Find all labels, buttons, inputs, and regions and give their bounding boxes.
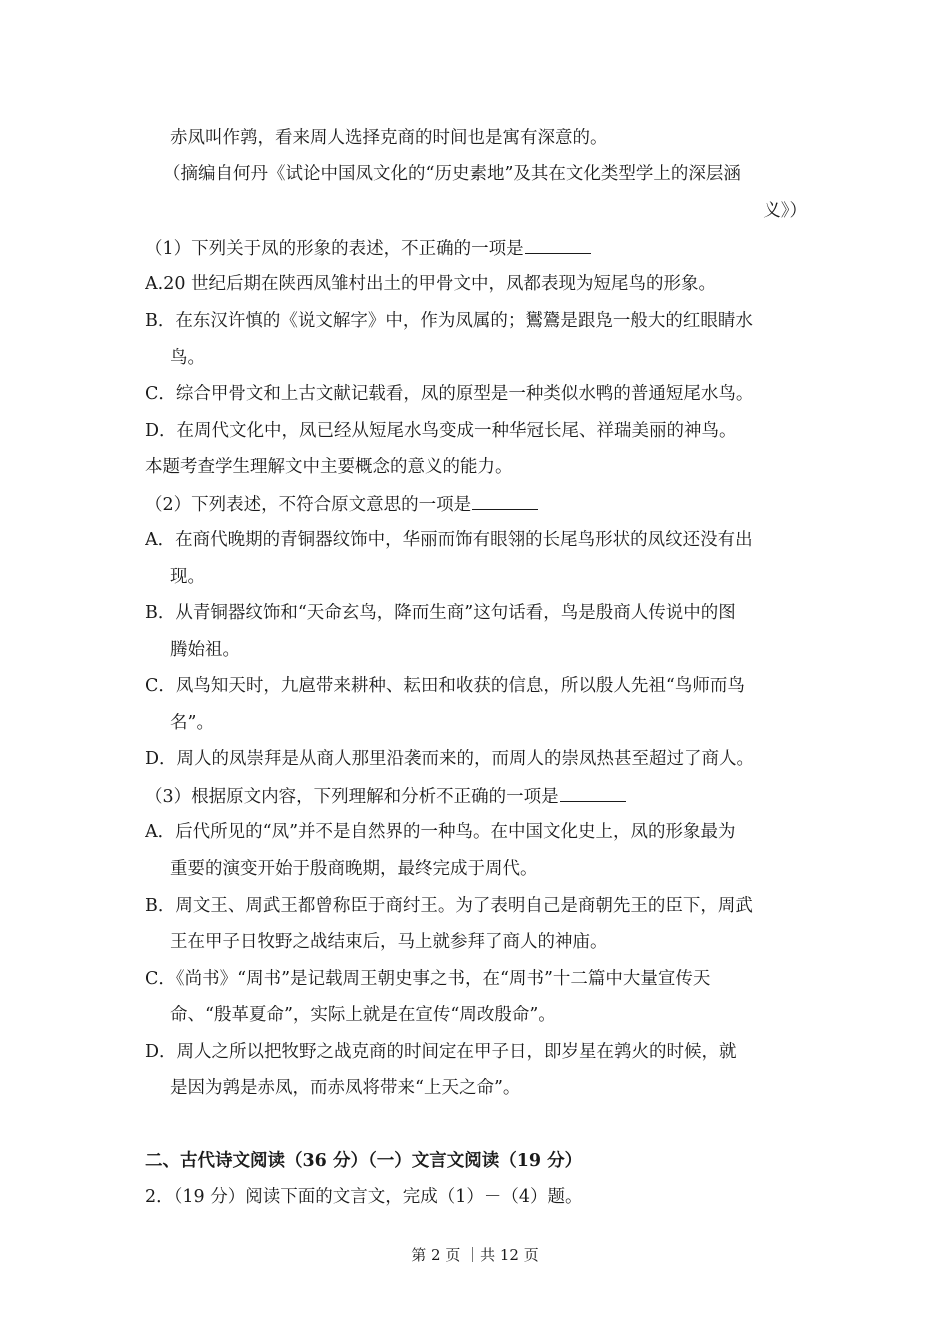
option-1b: B．在东汉许慎的《说文解字》中，作为凤属的；鸑鷟是跟凫一般大的红眼睛水 <box>145 311 753 331</box>
question-3-text: （3）根据原文内容，下列理解和分析不正确的一项是 <box>145 787 559 807</box>
question-intro: 2．（19 分）阅读下面的文言文，完成（1）－（4）题。 <box>145 1187 583 1207</box>
answer-blank[interactable] <box>525 236 591 254</box>
option-1c: C．综合甲骨文和上古文献记载看，凤的原型是一种类似水鸭的普通短尾水鸟。 <box>145 384 754 404</box>
source-citation: （摘编自何丹《试论中国凤文化的“历史素地”及其在文化类型学上的深层涵 <box>163 164 741 184</box>
source-citation-end: 义》） <box>763 201 807 221</box>
question-2-text: （2）下列表述，不符合原文意思的一项是 <box>145 495 472 515</box>
page-footer: 第 2 页 ｜共 12 页 <box>411 1246 539 1264</box>
analysis-note: 本题考查学生理解文中主要概念的意义的能力。 <box>145 457 513 477</box>
option-3a-cont: 重要的演变开始于殷商晚期，最终完成于周代。 <box>170 859 538 879</box>
option-2b: B．从青铜器纹饰和“天命玄鸟，降而生商”这句话看，鸟是殷商人传说中的图 <box>145 603 736 623</box>
option-2a-cont: 现。 <box>170 567 205 587</box>
option-3c-cont: 命、“殷革夏命”，实际上就是在宣传“周改殷命”。 <box>170 1005 556 1025</box>
text-line: 赤凤叫作鹑，看来周人选择克商的时间也是寓有深意的。 <box>170 128 608 148</box>
option-2c-cont: 名”。 <box>170 713 214 733</box>
question-1-text: （1）下列关于凤的形象的表述，不正确的一项是 <box>145 239 524 259</box>
option-2a: A．在商代晚期的青铜器纹饰中，华丽而饰有眼翎的长尾鸟形状的凤纹还没有出 <box>145 530 753 550</box>
question-2 <box>145 492 807 517</box>
option-1a: A.20 世纪后期在陕西凤雏村出土的甲骨文中，凤都表现为短尾鸟的形象。 <box>145 274 717 294</box>
option-3c: C．《尚书》“周书”是记载周王朝史事之书，在“周书”十二篇中大量宣传天 <box>145 969 711 989</box>
option-1b-cont: 鸟。 <box>170 348 205 368</box>
option-3d: D．周人之所以把牧野之战克商的时间定在甲子日，即岁星在鹑火的时候，就 <box>145 1042 737 1062</box>
answer-blank[interactable] <box>472 492 538 510</box>
option-2c: C．凤鸟知天时，九扈带来耕种、耘田和收获的信息，所以殷人先祖“鸟师而鸟 <box>145 676 745 696</box>
option-2d: D．周人的凤崇拜是从商人那里沿袭而来的，而周人的崇凤热甚至超过了商人。 <box>145 749 755 769</box>
option-3b-cont: 王在甲子日牧野之战结束后，马上就参拜了商人的神庙。 <box>170 932 608 952</box>
option-1d: D．在周代文化中，凤已经从短尾水鸟变成一种华冠长尾、祥瑞美丽的神鸟。 <box>145 421 737 441</box>
option-3d-cont: 是因为鹑是赤凤，而赤凤将带来“上天之命”。 <box>170 1078 521 1098</box>
question-3 <box>145 784 807 809</box>
answer-blank[interactable] <box>560 784 626 802</box>
option-3b: B．周文王、周武王都曾称臣于商纣王。为了表明自己是商朝先王的臣下，周武 <box>145 896 753 916</box>
option-2b-cont: 腾始祖。 <box>170 640 240 660</box>
question-1 <box>145 236 807 261</box>
option-3a: A．后代所见的“凤”并不是自然界的一种鸟。在中国文化史上，凤的形象最为 <box>145 822 736 842</box>
section-heading: 二、古代诗文阅读（36 分）（一）文言文阅读（19 分） <box>145 1151 583 1171</box>
